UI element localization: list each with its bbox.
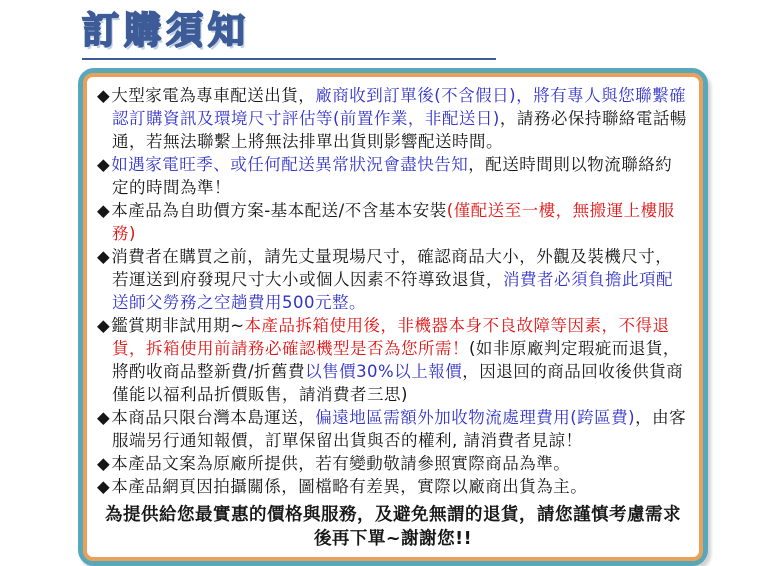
diamond-bullet-icon: ◆ (97, 316, 111, 335)
notice-text-segment: 本產品拆箱使用後，非機器本身不良故障等因素，不得退貨，拆箱使用前請務必確認機型是否為您所需！ (112, 316, 670, 358)
notice-text-segment: ，由客服端另行通知報價，訂單保留出貨與否的權利, 請消費者見諒！ (112, 408, 687, 450)
diamond-bullet-icon: ◆ (97, 408, 111, 427)
notice-text-segment: 以售價30%以上報價 (305, 362, 463, 381)
notice-text-segment: 消費者在購買之前，請先丈量現場尺寸，確認商品大小，外觀及裝機尺寸，若運送到府發現尺寸大小或個人因素不符導致退貨， (111, 247, 673, 289)
notice-item (97, 84, 689, 153)
diamond-bullet-icon: ◆ (97, 86, 111, 105)
notice-text-segment: ，請務必保持聯絡電話暢通，若無法聯繫上將無法排單出貨則影響配送時間。 (112, 109, 687, 151)
notice-text-segment: (僅配送至一樓，無搬運上樓服務) (112, 201, 675, 243)
notice-box-inner (83, 73, 703, 561)
notice-text-segment: 本商品只限台灣本島運送， (111, 408, 316, 427)
diamond-bullet-icon: ◆ (97, 247, 111, 266)
notice-text-segment: 大型家電為專車配送出貨， (111, 86, 316, 105)
notice-footer: 為提供給您最實惠的價格與服務，及避免無謂的退貨，請您謹慎考慮需求後再下單~謝謝您!! (105, 505, 681, 549)
notice-text-segment: (如非原廠判定瑕疵而退貨，將酌收商品整新費/折舊費 (112, 339, 680, 381)
notice-item (97, 452, 689, 475)
diamond-bullet-icon: ◆ (97, 155, 111, 174)
notice-box (78, 68, 708, 566)
notice-text-segment: 本產品為自助價方案-基本配送/不含基本安裝 (111, 201, 447, 220)
title-underline (82, 58, 496, 60)
notice-item (97, 199, 689, 245)
notice-text-segment: 鑑賞期非試用期~ (111, 316, 245, 335)
notice-text-segment: ，配送時間則以物流聯絡約定的時間為準！ (112, 155, 673, 197)
notice-list (97, 84, 689, 498)
notice-item (97, 153, 689, 199)
notice-text-segment: ，因退回的商品回收後供貨商僅能以福利品折價販售，請消費者三思) (112, 362, 684, 404)
notice-item (97, 406, 689, 452)
notice-item (97, 314, 689, 406)
diamond-bullet-icon: ◆ (97, 201, 111, 220)
notice-text-segment: 本產品網頁因拍攝關係，圖檔略有差異，實際以廠商出貨為主。 (111, 477, 588, 496)
page-title: 訂購須知 (82, 9, 250, 52)
notice-text-segment: 廠商收到訂單後(不含假日)，將有專人與您聯繫確認訂購資訊及環境尺寸評估等(前置作業，非配送日) (112, 86, 687, 128)
notice-text-segment: 消費者必須負擔此項配送師父勞務之空趟費用500元整。 (112, 270, 673, 312)
notice-item (97, 475, 689, 498)
notice-item (97, 245, 689, 314)
notice-text-segment: 如遇家電旺季、或任何配送異常狀況會盡快告知 (111, 155, 469, 174)
diamond-bullet-icon: ◆ (97, 454, 111, 473)
diamond-bullet-icon: ◆ (97, 477, 111, 496)
notice-text-segment: 偏遠地區需額外加收物流處理費用(跨區費) (315, 408, 636, 427)
notice-text-segment: 本產品文案為原廠所提供，若有變動敬請參照實際商品為準。 (111, 454, 571, 473)
